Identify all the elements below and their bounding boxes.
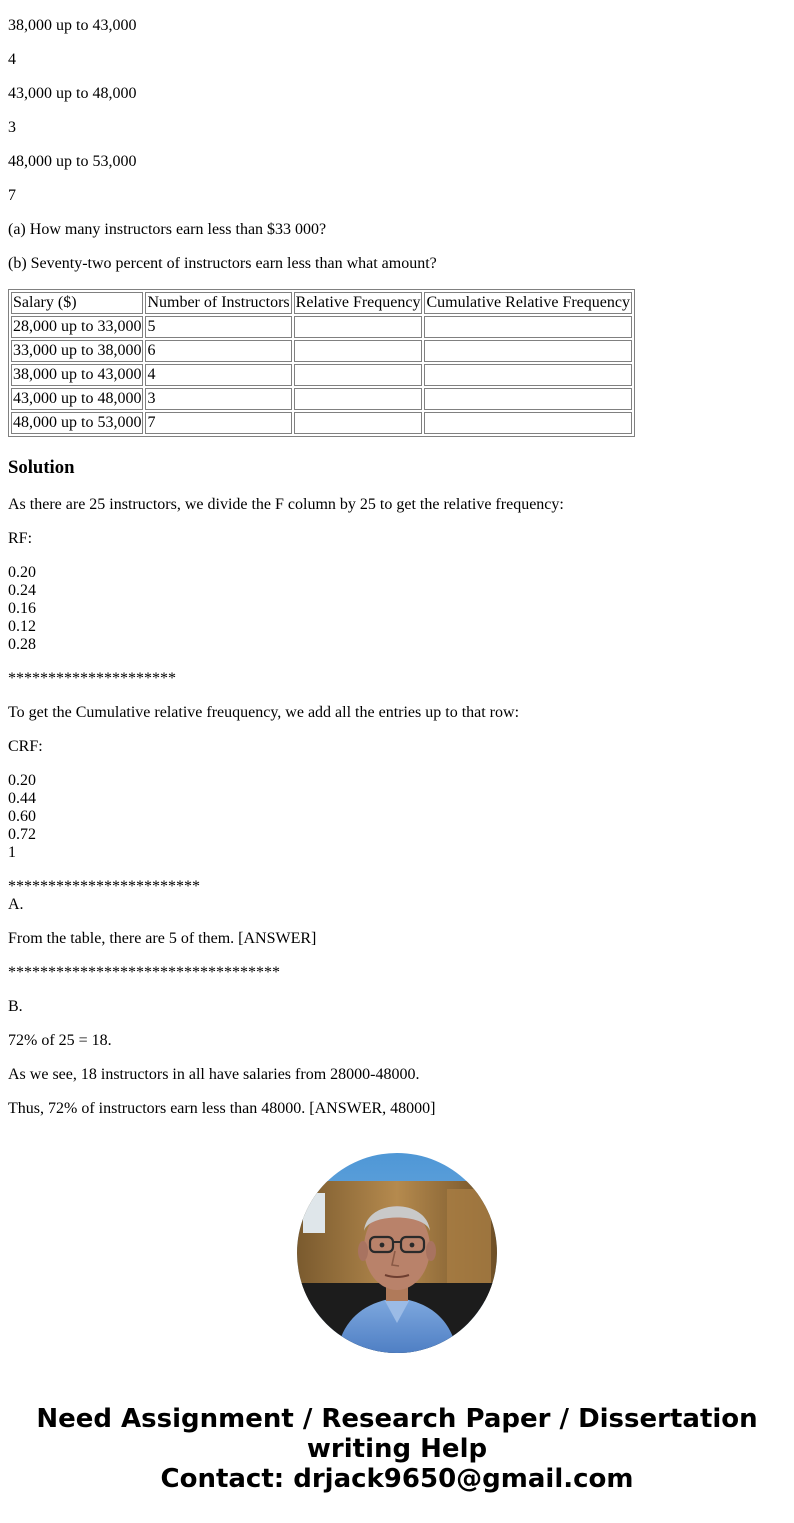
part-b-label: B. <box>8 998 23 1015</box>
table-header-row <box>11 292 632 314</box>
table-cell: 43,000 up to 48,000 <box>11 388 143 410</box>
table-cell <box>294 316 423 338</box>
footer-line: Need Assignment / Research Paper / Dissertation <box>36 1404 758 1434</box>
avatar-portrait <box>297 1153 497 1353</box>
table-cell <box>294 364 423 386</box>
part-a-answer: From the table, there are 5 of them. [ANSWER] <box>8 930 317 947</box>
avatar <box>297 1153 497 1353</box>
table-row <box>11 388 632 410</box>
crf-values <box>8 772 786 862</box>
rf-values <box>8 564 786 654</box>
rf-value: 0.24 <box>8 582 36 599</box>
table-cell: 33,000 up to 38,000 <box>11 340 143 362</box>
table-cell: 7 <box>145 412 291 434</box>
crf-value: 0.20 <box>8 772 36 789</box>
rf-value: 0.28 <box>8 636 36 653</box>
table-header-cell: Salary ($) <box>11 292 143 314</box>
table-cell <box>424 388 632 410</box>
solution-heading: Solution <box>8 457 75 478</box>
rf-label: RF: <box>8 530 33 547</box>
table-cell <box>294 412 423 434</box>
table-row <box>11 316 632 338</box>
crf-value: 0.60 <box>8 808 36 825</box>
top-item: 43,000 up to 48,000 <box>8 85 137 102</box>
question-a: (a) How many instructors earn less than $33 000? <box>8 221 327 238</box>
solution-intro: As there are 25 instructors, we divide the F column by 25 to get the relative frequency: <box>8 496 564 513</box>
table-row <box>11 340 632 362</box>
top-item: 3 <box>8 119 16 136</box>
table-cell: 4 <box>145 364 291 386</box>
top-item: 48,000 up to 53,000 <box>8 153 137 170</box>
part-b-explain: As we see, 18 instructors in all have salaries from 28000-48000. <box>8 1066 420 1083</box>
crf-value: 0.44 <box>8 790 36 807</box>
table-cell <box>424 364 632 386</box>
table-header-cell: Cumulative Relative Frequency <box>424 292 632 314</box>
part-b-calc: 72% of 25 = 18. <box>8 1032 112 1049</box>
table-cell <box>294 340 423 362</box>
frequency-table <box>8 289 635 437</box>
table-row <box>11 412 632 434</box>
top-item: 38,000 up to 43,000 <box>8 17 137 34</box>
crf-value: 1 <box>8 844 16 861</box>
separator: ************************ <box>8 878 200 895</box>
table-cell <box>424 340 632 362</box>
crf-label: CRF: <box>8 738 43 755</box>
table-cell <box>424 412 632 434</box>
table-cell: 6 <box>145 340 291 362</box>
footer-banner <box>0 1404 794 1494</box>
rf-value: 0.12 <box>8 618 36 635</box>
table-cell: 5 <box>145 316 291 338</box>
document-content <box>8 17 786 1134</box>
footer-line: writing Help <box>306 1434 488 1464</box>
question-b: (b) Seventy-two percent of instructors earn less than what amount? <box>8 255 437 272</box>
top-item: 4 <box>8 51 16 68</box>
table-cell <box>294 388 423 410</box>
table-cell <box>424 316 632 338</box>
part-a-label: A. <box>8 896 24 913</box>
table-cell: 38,000 up to 43,000 <box>11 364 143 386</box>
crf-intro: To get the Cumulative relative freuquency, we add all the entries up to that row: <box>8 704 520 721</box>
table-header-cell: Relative Frequency <box>294 292 423 314</box>
table-cell: 28,000 up to 33,000 <box>11 316 143 338</box>
table-header-cell: Number of Instructors <box>145 292 291 314</box>
separator: ********************* <box>8 670 176 687</box>
separator: ********************************** <box>8 964 280 981</box>
part-b-answer: Thus, 72% of instructors earn less than 48000. [ANSWER, 48000] <box>8 1100 436 1117</box>
rf-value: 0.16 <box>8 600 36 617</box>
table-cell: 48,000 up to 53,000 <box>11 412 143 434</box>
table-cell: 3 <box>145 388 291 410</box>
crf-value: 0.72 <box>8 826 36 843</box>
footer-contact: Contact: drjack9650@gmail.com <box>160 1464 634 1494</box>
part-a-block <box>8 878 786 914</box>
rf-value: 0.20 <box>8 564 36 581</box>
top-item: 7 <box>8 187 16 204</box>
table-row <box>11 364 632 386</box>
